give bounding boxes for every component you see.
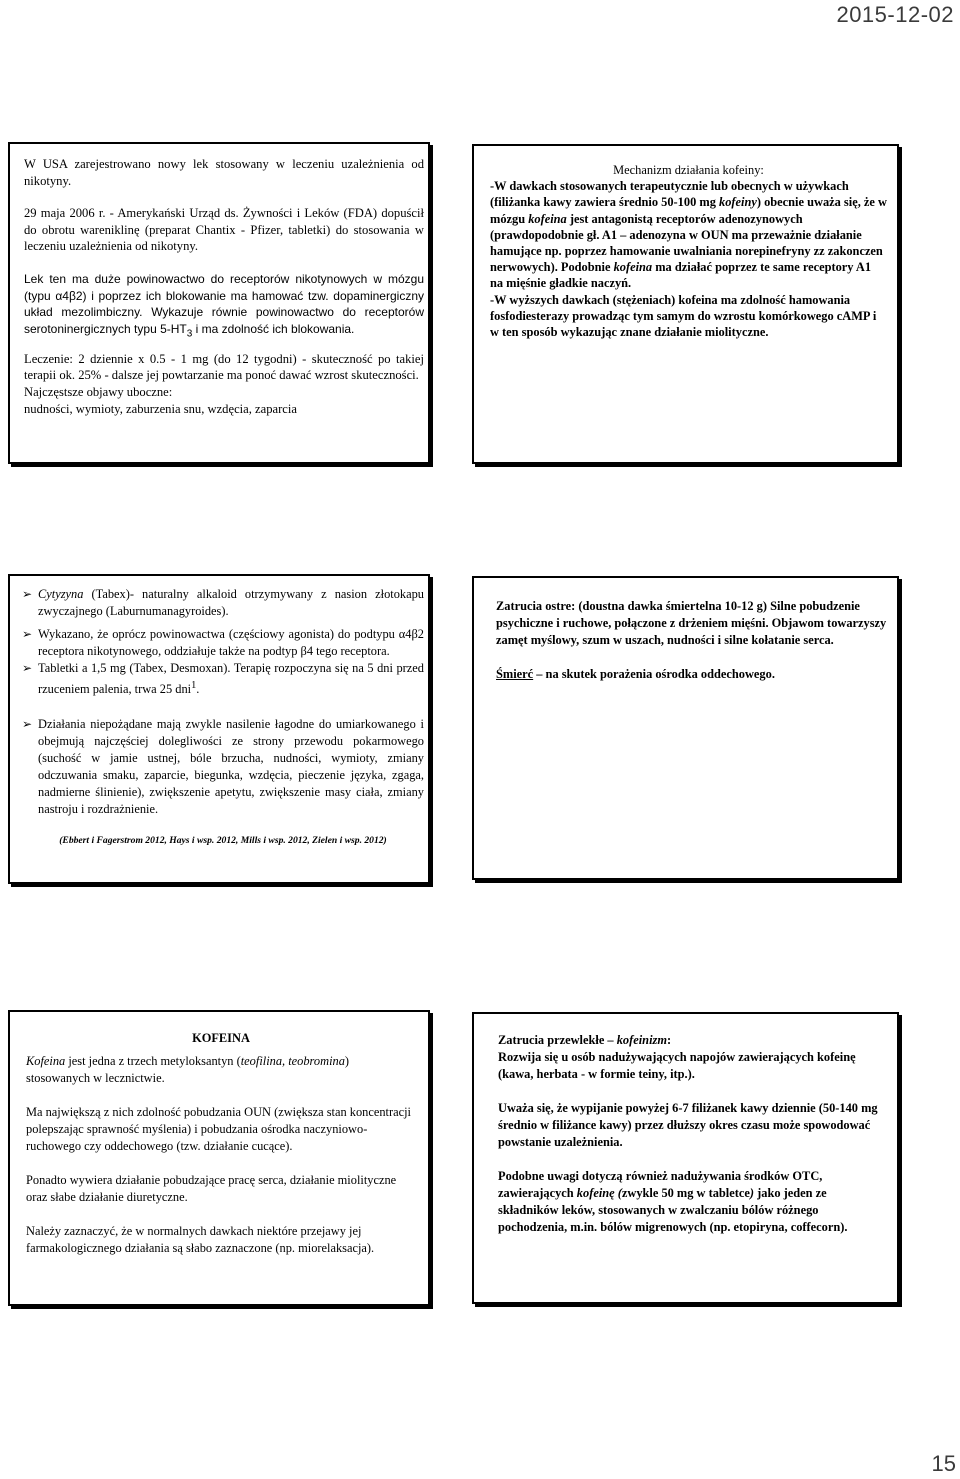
slide1-treatment: Leczenie: 2 dziennie x 0.5 - 1 mg (do 12 tygodni) - skuteczność po takiej terapii ok. 25% - dalsze jej powtarzanie ma ponoć dawać wzrost skuteczności. (24, 351, 424, 383)
bullet-item (22, 586, 424, 620)
bullet-text: Wykazano, że oprócz powinowactwa (częściowy agonista) do podtypu α4β2 receptora nikotynowego, oddziałuje także na podtyp β4 tego receptora. (38, 627, 424, 658)
slide5-note: Należy zaznaczyć, że w normalnych dawkach niektóre przejawy jej farmakologicznego działania są słabo zaznaczone (np. miorelaksacja). (26, 1224, 375, 1255)
slide-acute-poisoning (472, 576, 899, 880)
slide5-cns: Ma największą z nich zdolność pobudzania OUN (zwiększa stan koncentracji polepszając sprawność myślenia) i pobudzania ośrodka naczyniowo-ruchowego czy oddechowego (tzw. działanie cucące). (26, 1105, 411, 1153)
arrow-bullet-icon: ➢ (22, 661, 33, 675)
slide6-otc: Podobne uwagi dotyczą również nadużywania środków OTC, zawierających kofeinę (zwykle 50 mg w tabletce) jako jeden ze składników leków, stosowanych w zwalczaniu bólów różnego pochodzenia, m.in. bólów migrenowych (np. etopiryna, coffecorn). (498, 1169, 848, 1234)
bullet-text: Tabletki a 1,5 mg (Tabex, Desmoxan). Terapię rozpoczyna się na 5 dni przed rzuceniem palenia, trwa 25 dni$^1$. (38, 661, 424, 697)
header-date: 2015-12-02 (836, 2, 954, 27)
slide5-intro: Kofeina jest jedna z trzech metyloksantyn (teofilina, teobromina) stosowanych w lecznictwie. (26, 1054, 350, 1085)
slide2-high-dose: -W wyższych dawkach (stężeniach) kofeina ma zdolność hamowania fosfodiesterazy prowadząc tym samym do wzrostu komórkowego cAMP i w ten sposób wykazując znane działanie miolityczne. (490, 292, 877, 340)
slide6-heading: Zatrucia przewlekłe – kofeinizm: (498, 1033, 672, 1047)
bullet-item (22, 660, 424, 698)
slide3-references: (Ebbert i Fagerstrom 2012, Hays i wsp. 2012, Mills i wsp. 2012, Zielen i wsp. 2012) (59, 835, 387, 847)
bullet-item (22, 626, 424, 660)
slide1-side-effects-heading: Najczęstsze objawy uboczne: (24, 384, 173, 399)
bullet-item (22, 716, 424, 818)
slide2-low-dose: -W dawkach stosowanych terapeutycznie lub obecnych w używkach (filiżanka kawy zawiera średnio 50-100 mg kofeiny) obecnie uważa się, że w mózgu kofeina jest antagonistą receptorów adenozynowych (prawdopodobnie gł. A1 – adenozyna w OUN ma przeważnie działanie hamujące np. poprzez hamowanie uwalniania norepinefryny zz zakonczen nerwowych). Podobnie kofeina ma działać poprzez te same receptory A1 na mięśnie gładkie naczyń. (490, 179, 887, 291)
slide5-heart: Ponadto wywiera działanie pobudzające pracę serca, działanie miolityczne oraz słabe działanie diuretyczne. (26, 1173, 397, 1204)
bullet-text: Cytyzyna (Tabex)- naturalny alkaloid otrzymywany z nasion złotokapu zwyczajnego (Laburnumanagyroides). (38, 587, 424, 618)
slide5-title: KOFEINA (192, 1031, 250, 1045)
page-number: 15 (931, 1451, 956, 1476)
arrow-bullet-icon: ➢ (22, 587, 33, 601)
slide-chronic-poisoning (472, 1012, 899, 1304)
slide2-title: Mechanizm działania kofeiny: (613, 163, 764, 177)
arrow-bullet-icon: ➢ (22, 627, 33, 641)
bullet-text: Działania niepożądane mają zwykle nasilenie łagodne do umiarkowanego i obejmują najczęściej dolegliwości ze strony przewodu pokarmowego (suchość w jamie ustnej, bóle brzucha, nudności, wymioty, zmiany odczuwania smaku, zaparcie, biegunka, wzdęcia, pieczenie języka, zgaga, nadmierne ślinienie), zwiększenie apetytu, zwiększenie masy ciała, zmiany nastroju i rozdrażnienie. (38, 717, 424, 817)
slide1-subscript: 3 (186, 328, 193, 340)
slide-cytisine (8, 574, 430, 884)
slide4-death: Śmierć – na skutek porażenia ośrodka oddechowego. (496, 667, 775, 681)
arrow-bullet-icon: ➢ (22, 717, 33, 732)
slide1-side-effects: nudności, wymioty, zaburzenia snu, wzdęcia, zaparcia (24, 401, 297, 416)
slide1-mechanism: Lek ten ma duże powinowactwo do receptorów nikotynowych w mózgu (typu α4β2) i poprzez ich blokowanie ma hamować tzw. dopaminergiczny układ mezolimbiczny. Wykazuje równie powinowactwo do receptorów serotoninergicznych typu $5-HT_3$ i ma zdolność ich blokowania. (24, 271, 424, 340)
slide-caffeine (8, 1010, 430, 1306)
slide-varenicline (8, 142, 430, 464)
slide6-intro: Rozwija się u osób nadużywających napojów zawierających kofeinę (kawa, herbata - w formie teiny, itp.). (498, 1050, 856, 1081)
slide4-acute-symptoms: Zatrucia ostre: (doustna dawka śmiertelna 10-12 g) Silne pobudzenie psychiczne i ruchowe, połączone z drżeniem mięśni. Objawom towarzyszy zamęt myślowy, szum w uszach, nudności i silne kołatanie serca. (496, 599, 887, 647)
slide1-intro: W USA zarejestrowano nowy lek stosowany w leczeniu uzależnienia od nikotyny. (24, 157, 424, 188)
slide1-fda-approval: 29 maja 2006 r. - Amerykański Urząd ds. Żywności i Leków (FDA) dopuścił do obrotu wareniklinę (preparat Chantix - Pfizer, tabletki) do stosowania w leczeniu uzależnienia od nikotyny. (24, 206, 424, 254)
slide-caffeine-mechanism (472, 144, 899, 464)
slide6-addiction: Uważa się, że wypijanie powyżej 6-7 filiżanek kawy dziennie (50-140 mg średnio w filiżance kawy) przez dłuższy okres czasu może spowodować powstanie uzależnienia. (498, 1101, 878, 1149)
